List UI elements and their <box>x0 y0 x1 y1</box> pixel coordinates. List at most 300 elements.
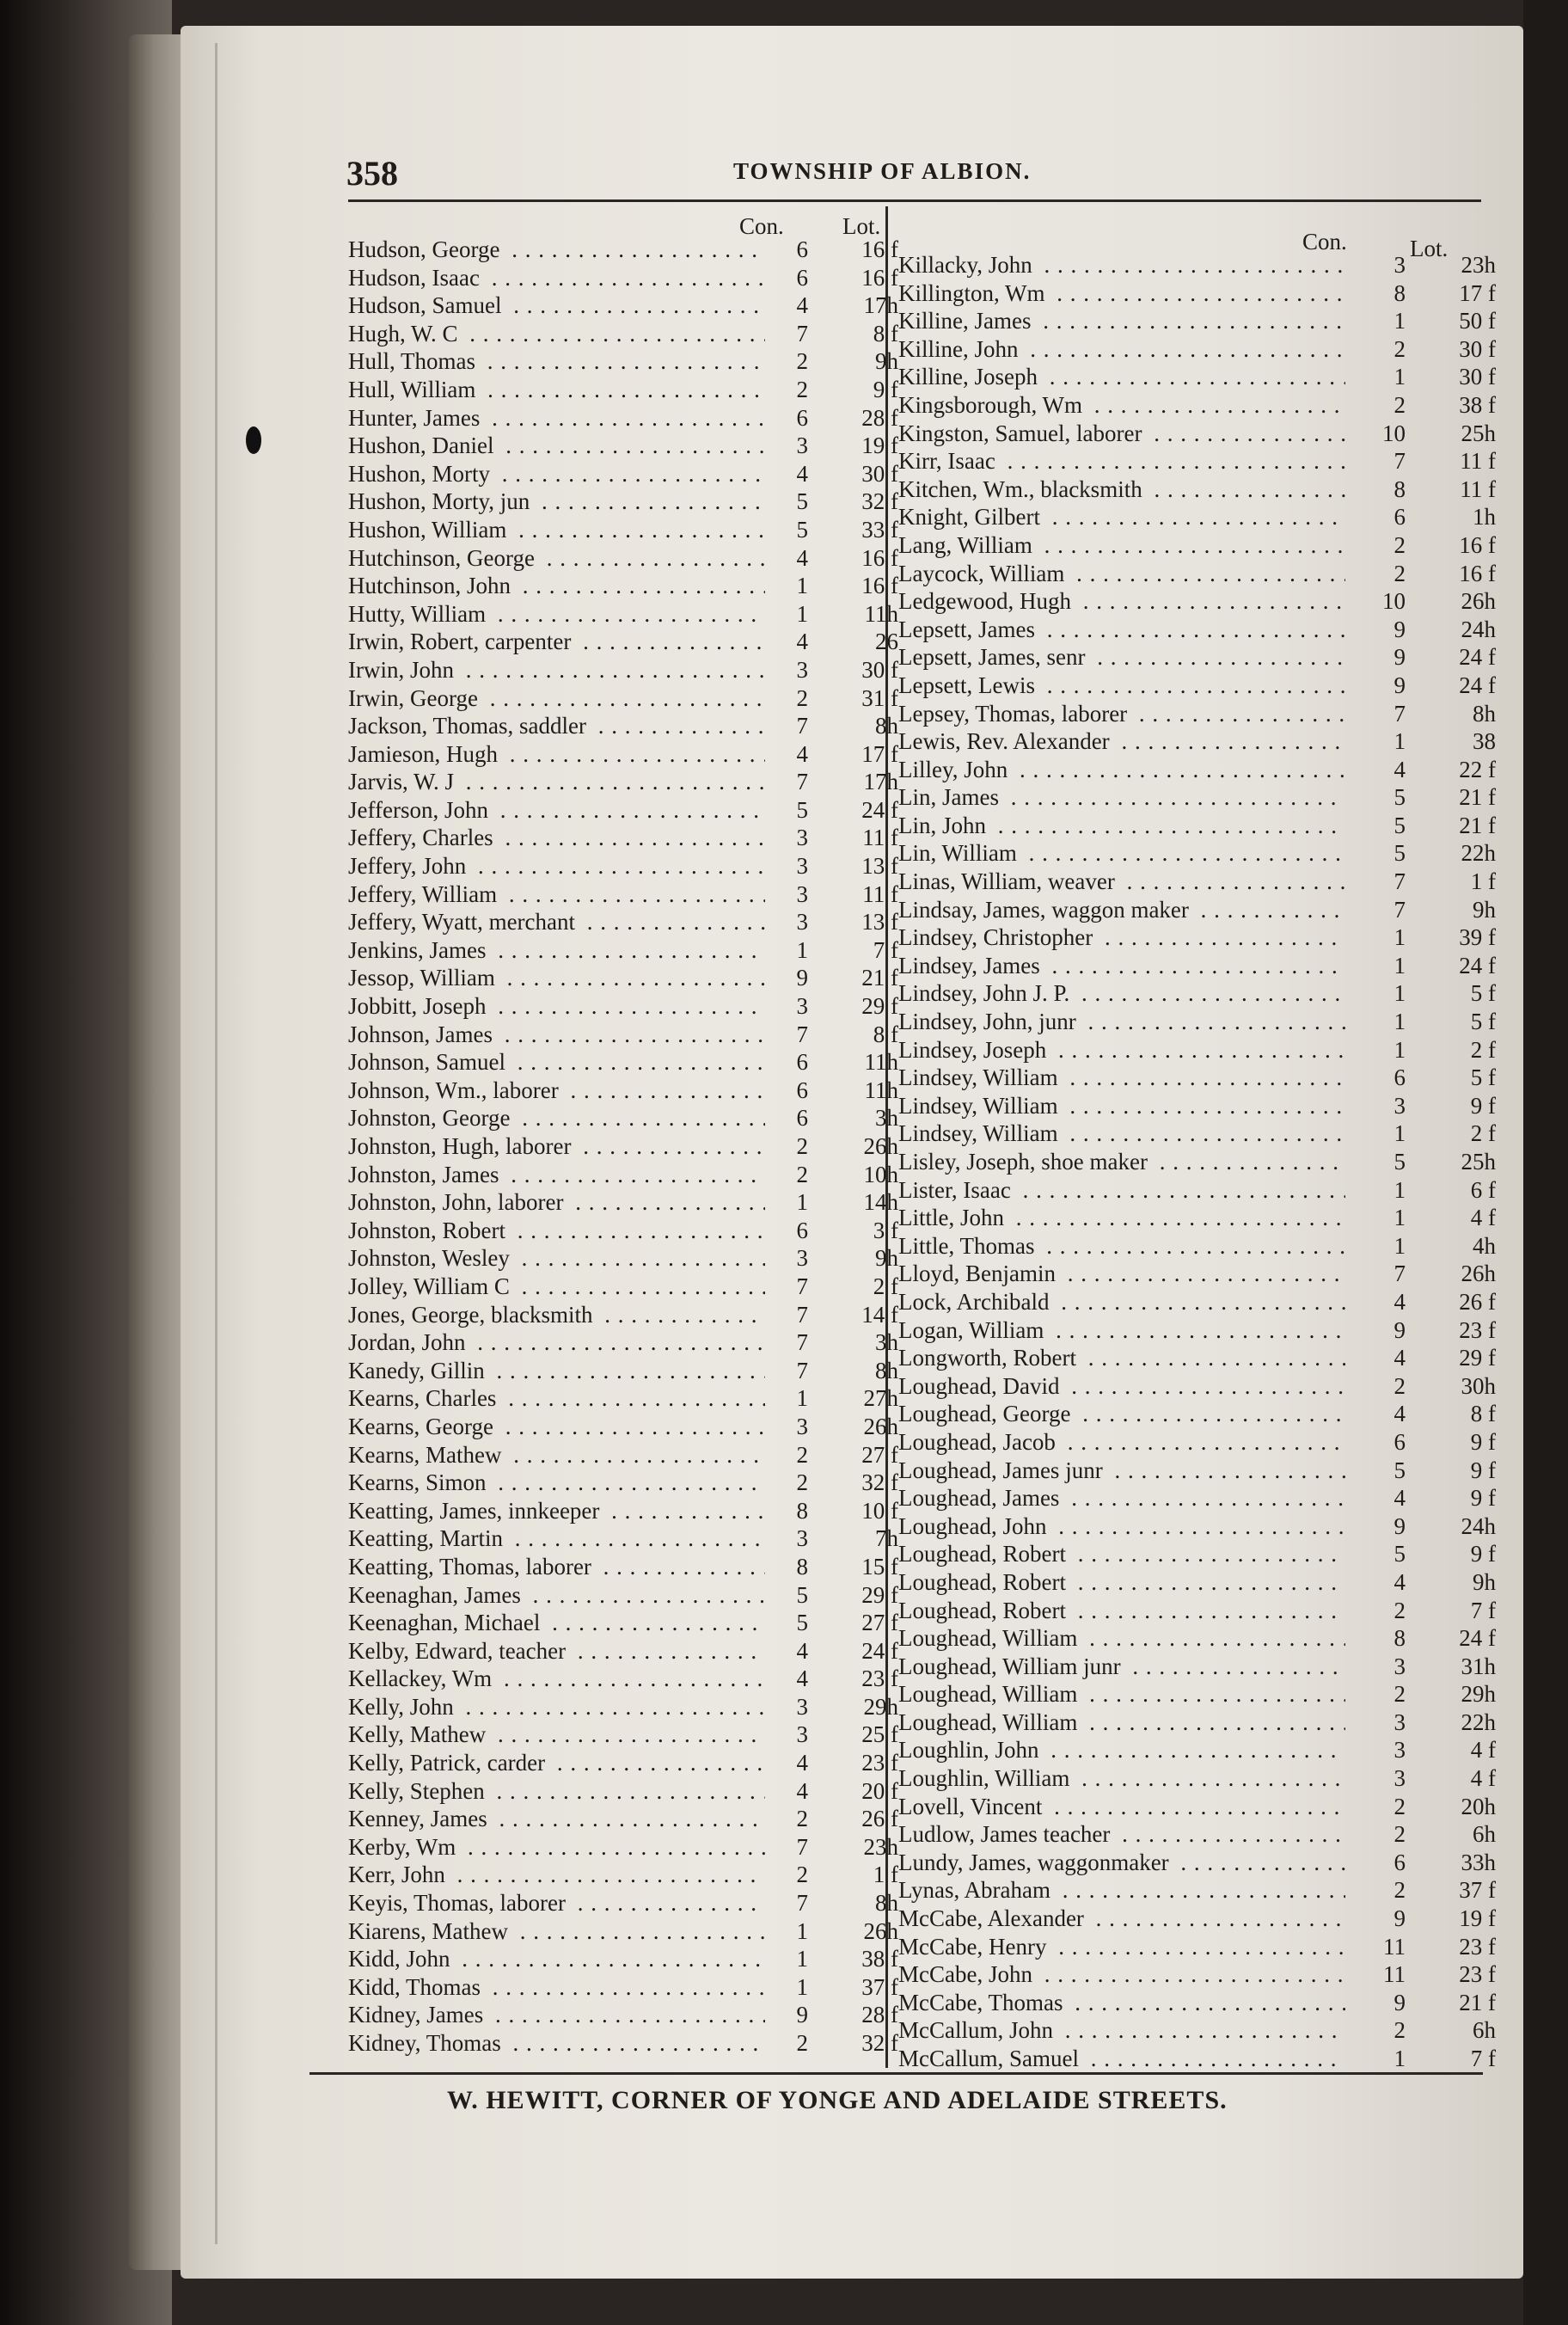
entry-name-text: Lindsey, William <box>898 1092 1058 1119</box>
directory-entry <box>898 1316 1500 1345</box>
directory-entry <box>898 531 1500 560</box>
page-fold-line <box>215 43 217 2244</box>
directory-entry <box>898 1597 1500 1625</box>
entry-lot: 38 <box>1473 728 1496 755</box>
entry-lot: 9 f <box>1470 1092 1496 1119</box>
entry-name <box>898 1540 1345 1568</box>
entry-lot: 25 f <box>861 1721 898 1748</box>
entry-concession: 3 <box>1393 1653 1406 1679</box>
directory-entry <box>898 251 1500 279</box>
entry-lot: 16 f <box>861 573 898 599</box>
entry-lot: 30h <box>1461 1372 1496 1399</box>
entry-concession: 5 <box>1393 784 1406 811</box>
entry-name-text: Johnson, James <box>348 1021 493 1047</box>
entry-name-text: Johnston, James <box>348 1161 499 1187</box>
entry-lot: 8h <box>875 1357 898 1383</box>
entry-lot: 24 f <box>1459 1625 1496 1652</box>
entry-name <box>348 1833 765 1862</box>
entry-name-text: Jones, George, blacksmith <box>348 1301 593 1328</box>
entry-concession: 9 <box>1393 1905 1406 1932</box>
background-edge <box>1523 0 1568 2325</box>
directory-entry <box>348 572 898 600</box>
entry-lot: 2 f <box>1470 1120 1496 1147</box>
entry-name-text: Hull, William <box>348 376 476 402</box>
entry-name-text: Kitchen, Wm., blacksmith <box>898 475 1142 502</box>
entry-name-text: Jessop, William <box>348 965 495 991</box>
entry-lot: 21 f <box>1459 784 1496 811</box>
entry-lot: 23 f <box>1459 1961 1496 1988</box>
entry-concession: 2 <box>1393 560 1406 586</box>
entry-concession: 9 <box>1393 672 1406 698</box>
entry-concession: 1 <box>796 1385 808 1412</box>
entry-lot: 29h <box>1461 1681 1496 1708</box>
entry-lot: 20h <box>1461 1793 1496 1819</box>
entry-name <box>348 1861 765 1889</box>
entry-lot: 32 f <box>861 1469 898 1496</box>
directory-entry <box>348 1917 898 1946</box>
entry-name <box>898 979 1345 1008</box>
directory-entry <box>898 1512 1500 1541</box>
entry-name-text: Loughead, John <box>898 1512 1047 1539</box>
entry-name-text: Lindsey, Christopher <box>898 924 1093 951</box>
entry-name <box>348 936 765 965</box>
entry-lot: 11 f <box>1460 448 1496 475</box>
entry-name-text: Kearns, Simon <box>348 1469 487 1496</box>
directory-entry <box>898 979 1500 1008</box>
entry-name <box>348 964 765 992</box>
entry-concession: 5 <box>796 1581 808 1608</box>
entry-concession: 1 <box>1393 2046 1406 2071</box>
header-rule <box>348 199 1481 202</box>
entry-name-text: Hushon, Daniel <box>348 432 494 459</box>
entry-name-text: Laycock, William <box>898 560 1065 586</box>
entry-name-text: Lin, John <box>898 812 987 838</box>
entry-lot: 39 f <box>1459 924 1496 951</box>
entry-name-text: Little, John <box>898 1205 1004 1231</box>
entry-lot: 5 f <box>1470 1064 1496 1091</box>
entry-lot: 4 f <box>1470 1765 1496 1792</box>
entry-name-text: McCabe, Henry <box>898 1933 1047 1960</box>
entry-name-text: Hutty, William <box>348 600 487 627</box>
directory-entry <box>348 516 898 544</box>
entry-concession: 5 <box>796 516 808 543</box>
directory-entry <box>898 1008 1500 1036</box>
entry-concession: 2 <box>1393 1793 1406 1819</box>
directory-entry <box>898 1148 1500 1176</box>
entry-name <box>898 1204 1345 1232</box>
directory-entry <box>898 1204 1500 1232</box>
entry-name <box>898 616 1345 644</box>
entry-name <box>898 363 1345 391</box>
entry-name <box>348 768 765 796</box>
entry-name-text: Loughead, Robert <box>898 1541 1066 1567</box>
entry-name <box>348 1384 765 1413</box>
directory-entry <box>898 1092 1500 1120</box>
directory-entry <box>898 279 1500 308</box>
entry-lot: 11h <box>864 1077 898 1103</box>
entry-lot: 9h <box>1473 1568 1496 1595</box>
directory-entry <box>348 992 898 1021</box>
entry-name-text: Jolley, William C <box>348 1273 510 1299</box>
entry-concession: 9 <box>796 965 808 991</box>
entry-lot: 16 f <box>861 544 898 571</box>
entry-name <box>898 1400 1345 1428</box>
entry-name-text: Loughead, Jacob <box>898 1428 1056 1455</box>
right-lot-header: Lot. <box>1410 236 1449 261</box>
entry-concession: 2 <box>1393 1877 1406 1904</box>
entry-concession: 5 <box>1393 1541 1406 1567</box>
entry-concession: 9 <box>1393 1512 1406 1539</box>
directory-entry <box>348 1833 898 1862</box>
directory-entry <box>898 587 1500 616</box>
entry-name <box>348 347 765 376</box>
entry-name <box>348 1693 765 1721</box>
directory-entry <box>898 1120 1500 1148</box>
entry-concession: 6 <box>796 1077 808 1103</box>
directory-entry <box>348 1609 898 1637</box>
entry-name <box>348 1553 765 1581</box>
entry-concession: 5 <box>1393 1149 1406 1175</box>
entry-name <box>898 812 1345 840</box>
entry-lot: 1 f <box>873 1862 898 1888</box>
directory-entry <box>898 1989 1500 2017</box>
entry-name <box>348 600 765 629</box>
entry-name <box>898 1568 1345 1597</box>
entry-name-text: Jeffery, William <box>348 880 498 907</box>
entry-concession: 1 <box>1393 924 1406 951</box>
entry-concession: 4 <box>1393 756 1406 782</box>
entry-name <box>898 1372 1345 1401</box>
directory-entry <box>898 1624 1500 1653</box>
entry-name-text: McCabe, Thomas <box>898 1989 1063 2015</box>
directory-entry <box>348 1637 898 1666</box>
entry-lot: 25h <box>1461 420 1496 446</box>
entry-concession: 7 <box>796 1301 808 1328</box>
directory-entry <box>898 1400 1500 1428</box>
entry-name <box>898 1820 1345 1849</box>
directory-entry <box>898 839 1500 868</box>
entry-lot: 24h <box>1461 616 1496 642</box>
entry-name <box>348 544 765 573</box>
entry-name <box>348 992 765 1021</box>
directory-entry <box>898 503 1500 531</box>
entry-concession: 7 <box>1393 868 1406 895</box>
entry-name-text: Jackson, Thomas, saddler <box>348 713 586 739</box>
entry-concession: 1 <box>796 1973 808 2000</box>
entry-name-text: Hushon, Morty <box>348 460 491 487</box>
entry-name-text: Lock, Archibald <box>898 1288 1050 1315</box>
entry-concession: 6 <box>1393 1064 1406 1091</box>
directory-entry <box>898 447 1500 475</box>
directory-entry <box>348 1132 898 1161</box>
entry-concession: 1 <box>1393 308 1406 334</box>
directory-entry <box>898 868 1500 896</box>
entry-name <box>348 264 765 292</box>
entry-lot: 21 f <box>1459 812 1496 838</box>
entry-lot: 31 f <box>861 684 898 711</box>
entry-concession: 1 <box>1393 952 1406 978</box>
entry-name <box>348 1273 765 1301</box>
entry-name <box>898 1457 1345 1485</box>
entry-lot: 24 f <box>861 1637 898 1664</box>
entry-name <box>348 1161 765 1189</box>
directory-entry <box>898 420 1500 448</box>
entry-name-text: Keatting, James, innkeeper <box>348 1497 600 1524</box>
entry-lot: 6 f <box>1470 1176 1496 1203</box>
entry-name <box>348 1048 765 1077</box>
directory-entry <box>348 264 898 292</box>
entry-name <box>898 1036 1345 1064</box>
entry-name <box>898 1344 1345 1372</box>
entry-name <box>898 1512 1345 1541</box>
entry-concession: 6 <box>796 1049 808 1076</box>
entry-lot: 7h <box>875 1525 898 1552</box>
entry-lot: 17 f <box>861 740 898 767</box>
entry-name-text: Jeffery, Wyatt, merchant <box>348 909 576 936</box>
entry-name <box>898 1148 1345 1176</box>
directory-entry <box>898 1876 1500 1905</box>
entry-lot: 23h <box>863 1833 898 1860</box>
directory-entry <box>348 852 898 880</box>
entry-name-text: Kearns, George <box>348 1413 493 1439</box>
entry-lot: 23 f <box>1459 1316 1496 1343</box>
entry-lot: 17h <box>863 292 898 319</box>
entry-lot: 9 f <box>1470 1541 1496 1567</box>
entry-concession: 7 <box>1393 448 1406 475</box>
entry-name-text: Kelly, John <box>348 1693 454 1720</box>
entry-name-text: Killington, Wm <box>898 279 1045 306</box>
entry-name <box>348 2029 765 2058</box>
entry-name-text: Johnston, Hugh, laborer <box>348 1133 572 1159</box>
entry-name <box>348 908 765 936</box>
entry-name <box>898 1960 1345 1989</box>
directory-entry <box>348 1048 898 1077</box>
entry-name-text: Hutchinson, John <box>348 573 511 599</box>
entry-name-text: Keatting, Martin <box>348 1525 503 1552</box>
entry-lot: 10h <box>863 1161 898 1187</box>
directory-entry <box>898 1036 1500 1064</box>
entry-name <box>898 1989 1345 2017</box>
entry-name <box>898 1316 1345 1345</box>
entry-lot: 5 f <box>1470 980 1496 1007</box>
entry-name-text: Hugh, W. C <box>348 320 458 347</box>
entry-name <box>348 880 765 909</box>
entry-lot: 28 f <box>861 404 898 431</box>
entry-lot: 4 f <box>1470 1205 1496 1231</box>
directory-entry <box>348 2029 898 2058</box>
entry-name <box>348 1637 765 1666</box>
directory-entry <box>348 1244 898 1273</box>
directory-entry <box>898 1793 1500 1821</box>
entry-name-text: Lister, Isaac <box>898 1176 1011 1203</box>
entry-name-text: Jarvis, W. J <box>348 769 455 795</box>
entry-lot: 4 f <box>1470 1737 1496 1764</box>
entry-name <box>348 1357 765 1385</box>
entry-concession: 1 <box>796 936 808 963</box>
entry-concession: 3 <box>796 1245 808 1272</box>
entry-concession: 9 <box>796 2002 808 2028</box>
entry-name <box>348 824 765 852</box>
entry-concession: 1 <box>796 600 808 627</box>
entry-concession: 4 <box>796 1666 808 1692</box>
directory-entry <box>348 656 898 684</box>
entry-lot: 24h <box>1461 1512 1496 1539</box>
right-con-header: Con. <box>1302 229 1347 255</box>
entry-name-text: Kidd, John <box>348 1946 450 1972</box>
entry-lot: 26h <box>863 1413 898 1439</box>
entry-name <box>348 236 765 264</box>
entry-name-text: Knight, Gilbert <box>898 504 1040 531</box>
directory-entry <box>348 2001 898 2029</box>
entry-concession: 7 <box>796 713 808 739</box>
entry-name <box>898 475 1345 504</box>
entry-lot: 10 f <box>861 1497 898 1524</box>
entry-lot: 14 f <box>861 1301 898 1328</box>
entry-name <box>348 1777 765 1806</box>
entry-concession: 5 <box>796 488 808 515</box>
directory-entry <box>348 1357 898 1385</box>
entry-name <box>348 1945 765 1973</box>
entry-name <box>898 1092 1345 1120</box>
entry-name-text: Lindsey, Joseph <box>898 1036 1047 1063</box>
entry-lot: 9h <box>875 348 898 375</box>
entry-concession: 1 <box>1393 728 1406 755</box>
entry-lot: 26h <box>1461 588 1496 615</box>
entry-name-text: Lepsett, James, senr <box>898 644 1086 671</box>
entry-name <box>348 852 765 880</box>
entry-name <box>898 447 1345 475</box>
left-lot-header: Lot. <box>842 213 881 239</box>
directory-entry <box>898 1428 1500 1457</box>
directory-entry <box>898 1232 1500 1261</box>
directory-entry <box>898 727 1500 756</box>
entry-concession: 1 <box>1393 1176 1406 1203</box>
entry-lot: 9 f <box>873 376 898 402</box>
directory-entry <box>898 1680 1500 1708</box>
entry-lot: 30 f <box>861 656 898 683</box>
entry-lot: 37 f <box>861 1973 898 2000</box>
entry-concession: 7 <box>796 1329 808 1356</box>
entry-lot: 9 f <box>1470 1428 1496 1455</box>
entry-name-text: Keenaghan, James <box>348 1581 521 1608</box>
entry-name <box>348 1721 765 1749</box>
entry-lot: 26h <box>863 1917 898 1944</box>
entry-lot: 22h <box>1461 840 1496 867</box>
directory-entry <box>348 1104 898 1132</box>
entry-concession: 4 <box>1393 1401 1406 1427</box>
entry-lot: 16 f <box>1459 560 1496 586</box>
entry-concession: 9 <box>1393 1316 1406 1343</box>
entry-name <box>348 376 765 404</box>
entry-name <box>898 952 1345 980</box>
directory-entry <box>898 1260 1500 1288</box>
entry-name <box>348 1301 765 1329</box>
directory-entry <box>348 347 898 376</box>
entry-concession: 4 <box>796 292 808 319</box>
entry-concession: 9 <box>1393 1989 1406 2015</box>
entry-name <box>898 251 1345 279</box>
entry-lot: 16 f <box>1459 531 1496 558</box>
page-number: 358 <box>346 154 398 193</box>
directory-entry <box>898 756 1500 784</box>
entry-lot: 6h <box>1473 2017 1496 2044</box>
directory-entry <box>898 616 1500 644</box>
entry-name <box>348 1665 765 1693</box>
entry-name <box>898 1624 1345 1653</box>
entry-name <box>348 291 765 320</box>
directory-entry <box>898 2016 1500 2045</box>
entry-name <box>348 1132 765 1161</box>
entry-concession: 3 <box>1393 1765 1406 1792</box>
entry-name <box>898 1428 1345 1457</box>
entry-name-text: Kidd, Thomas <box>348 1973 481 2000</box>
directory-entry <box>348 908 898 936</box>
entry-name <box>898 1933 1345 1961</box>
entry-concession: 4 <box>796 1777 808 1804</box>
entry-name <box>348 628 765 656</box>
entry-name-text: Hudson, Samuel <box>348 292 502 319</box>
entry-name-text: Kelly, Mathew <box>348 1721 487 1748</box>
entry-name-text: Kelby, Edward, teacher <box>348 1637 567 1664</box>
directory-entry <box>348 1553 898 1581</box>
entry-name-text: Loughead, David <box>898 1372 1060 1399</box>
entry-concession: 4 <box>796 460 808 487</box>
entry-name <box>898 1288 1345 1316</box>
entry-name-text: Irwin, John <box>348 656 454 683</box>
entry-lot: 23h <box>1461 252 1496 278</box>
entry-name <box>898 1597 1345 1625</box>
entry-name-text: Jeffery, Charles <box>348 825 493 851</box>
entry-lot: 19 f <box>1459 1905 1496 1932</box>
entry-name <box>348 1328 765 1357</box>
entry-concession: 7 <box>1393 896 1406 923</box>
entry-name <box>898 2045 1345 2073</box>
entry-name-text: Kanedy, Gillin <box>348 1357 485 1383</box>
entry-name-text: Keyis, Thomas, laborer <box>348 1890 566 1917</box>
entry-lot: 20 f <box>861 1777 898 1804</box>
directory-entry <box>348 1217 898 1245</box>
entry-concession: 8 <box>1393 279 1406 306</box>
entry-name-text: Lloyd, Benjamin <box>898 1261 1056 1287</box>
entry-concession: 11 <box>1383 1961 1406 1988</box>
directory-entry <box>348 1721 898 1749</box>
entry-concession: 8 <box>1393 1625 1406 1652</box>
entry-concession: 3 <box>796 909 808 936</box>
entry-lot: 19 f <box>861 432 898 459</box>
directory-entry <box>898 1064 1500 1092</box>
entry-concession: 2 <box>1393 335 1406 362</box>
entry-name <box>348 1609 765 1637</box>
directory-entry <box>348 1161 898 1189</box>
directory-entry <box>348 1581 898 1610</box>
entry-name <box>348 1973 765 2002</box>
entry-lot: 8 f <box>873 320 898 347</box>
entry-lot: 24 f <box>1459 672 1496 698</box>
directory-entry <box>898 560 1500 588</box>
entry-name-text: Longworth, Robert <box>898 1345 1076 1371</box>
entry-lot: 15 f <box>861 1553 898 1580</box>
entry-concession: 3 <box>796 880 808 907</box>
directory-entry <box>898 1457 1500 1485</box>
entry-name-text: Lundy, James, waggonmaker <box>898 1849 1169 1875</box>
entry-concession: 3 <box>796 432 808 459</box>
entry-name <box>898 1232 1345 1261</box>
entry-name-text: Lang, William <box>898 531 1032 558</box>
entry-lot: 11 f <box>862 880 898 907</box>
directory-entry <box>348 320 898 348</box>
entry-concession: 3 <box>796 1413 808 1439</box>
entry-name-text: Lin, James <box>898 784 999 811</box>
